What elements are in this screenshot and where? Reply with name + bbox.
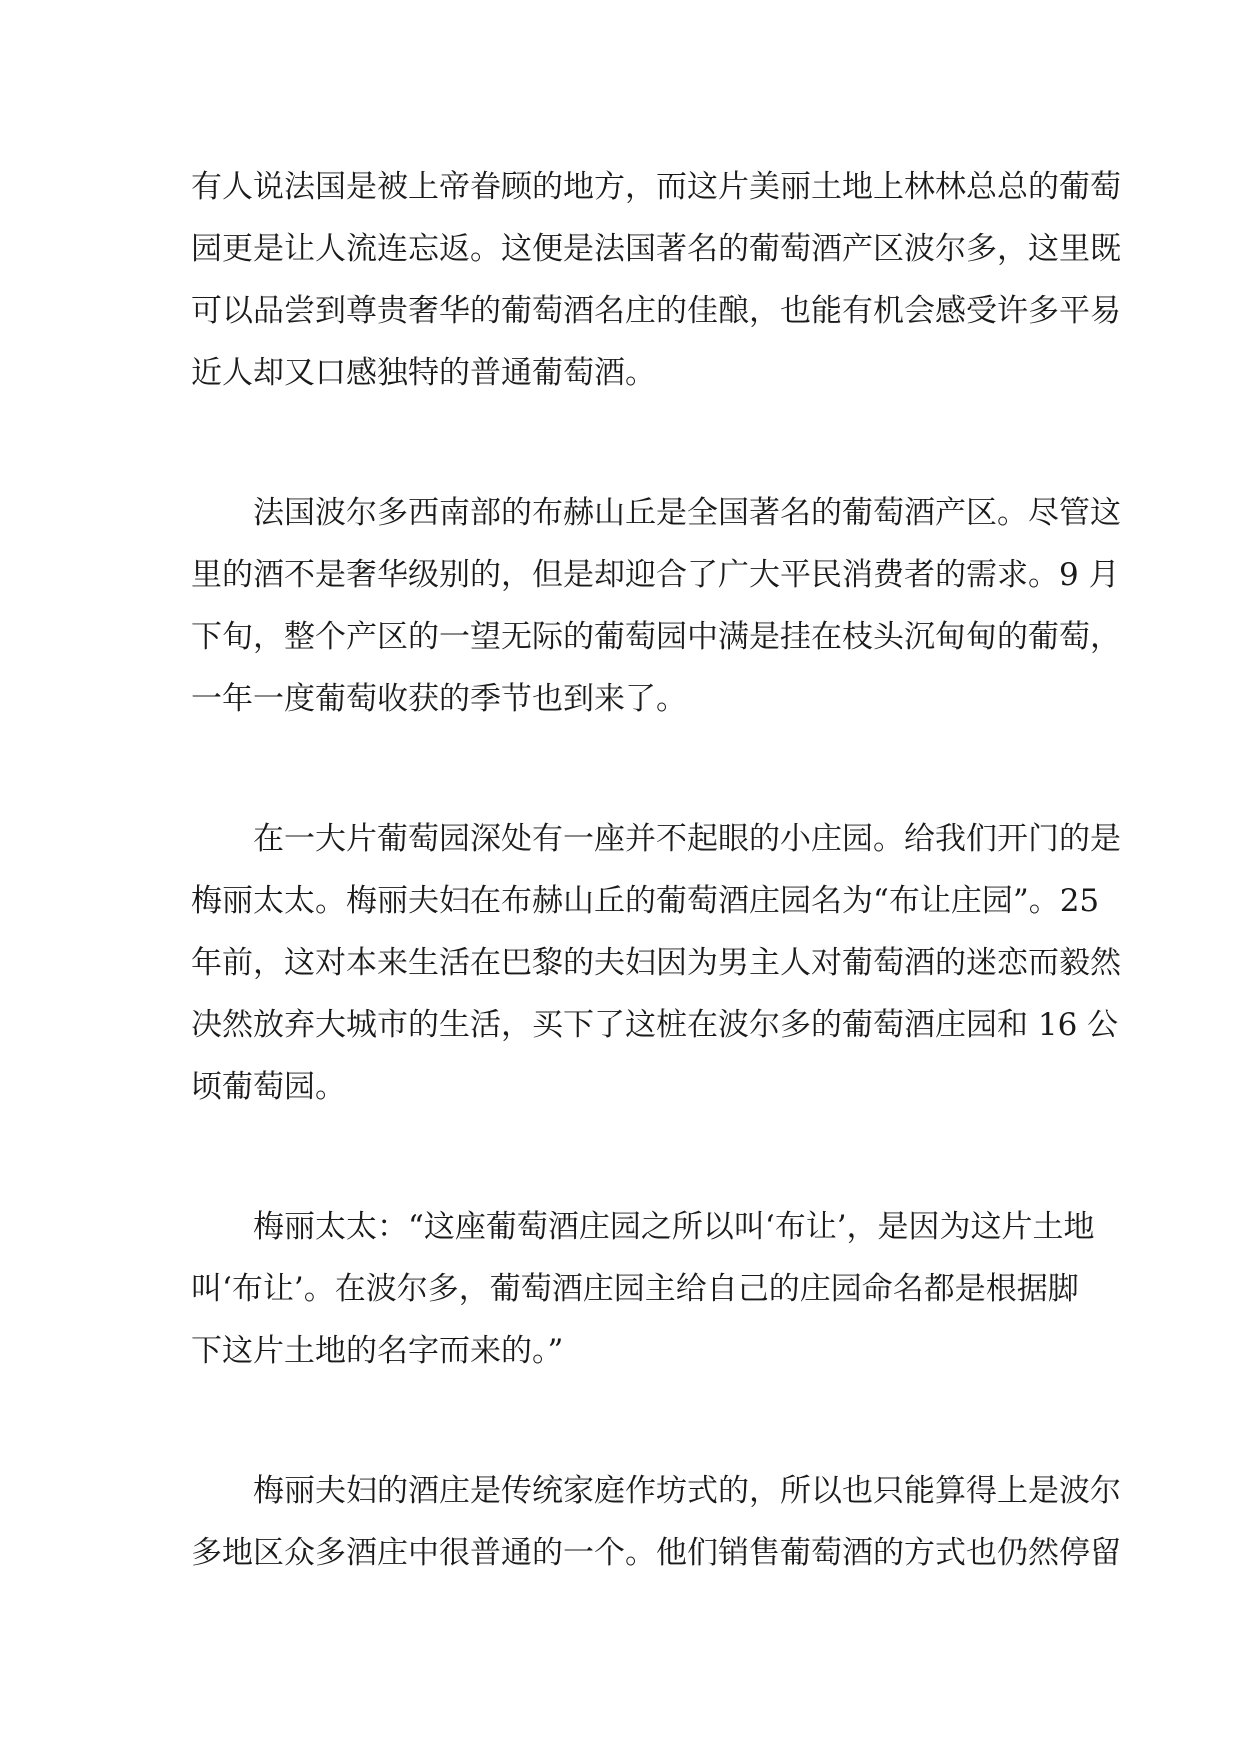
- paragraph-1: [191, 156, 1121, 404]
- paragraph-line: 园更是让人流连忘返。这便是法国著名的葡萄酒产区波尔多，这里既: [191, 231, 1121, 267]
- paragraph-3: [191, 808, 1121, 1118]
- paragraph-4: [191, 1196, 1095, 1382]
- paragraph-line: 梅丽太太。梅丽夫妇在布赫山丘的葡萄酒庄园名为“布让庄园”。25: [191, 883, 1100, 919]
- paragraph-line: 近人却又口感独特的普通葡萄酒。: [191, 355, 656, 391]
- paragraph-line: 在一大片葡萄园深处有一座并不起眼的小庄园。给我们开门的是: [253, 821, 1121, 857]
- paragraph-2: [191, 482, 1121, 730]
- paragraph-line: 里的酒不是奢华级别的，但是却迎合了广大平民消费者的需求。9 月: [191, 557, 1120, 593]
- paragraph-line: 梅丽夫妇的酒庄是传统家庭作坊式的，所以也只能算得上是波尔: [253, 1473, 1121, 1509]
- paragraph-line: 一年一度葡萄收获的季节也到来了。: [191, 681, 687, 717]
- paragraph-line: 下旬，整个产区的一望无际的葡萄园中满是挂在枝头沉甸甸的葡萄，: [191, 619, 1121, 655]
- paragraph-line: 梅丽太太：“这座葡萄酒庄园之所以叫‘布让’，是因为这片土地: [253, 1209, 1095, 1245]
- paragraph-line: 决然放弃大城市的生活，买下了这桩在波尔多的葡萄酒庄园和 16 公: [191, 1007, 1119, 1043]
- paragraph-line: 下这片土地的名字而来的。”: [191, 1333, 564, 1369]
- paragraph-line: 叫‘布让’。在波尔多，葡萄酒庄园主给自己的庄园命名都是根据脚: [191, 1271, 1079, 1307]
- paragraph-line: 多地区众多酒庄中很普通的一个。他们销售葡萄酒的方式也仍然停留: [191, 1535, 1121, 1571]
- paragraph-line: 顷葡萄园。: [191, 1069, 346, 1105]
- paragraph-5: [191, 1460, 1121, 1584]
- paragraph-line: 有人说法国是被上帝眷顾的地方，而这片美丽土地上林林总总的葡萄: [191, 169, 1121, 205]
- paragraph-line: 法国波尔多西南部的布赫山丘是全国著名的葡萄酒产区。尽管这: [253, 495, 1121, 531]
- paragraph-line: 年前，这对本来生活在巴黎的夫妇因为男主人对葡萄酒的迷恋而毅然: [191, 945, 1121, 981]
- paragraph-line: 可以品尝到尊贵奢华的葡萄酒名庄的佳酿，也能有机会感受许多平易: [191, 293, 1121, 329]
